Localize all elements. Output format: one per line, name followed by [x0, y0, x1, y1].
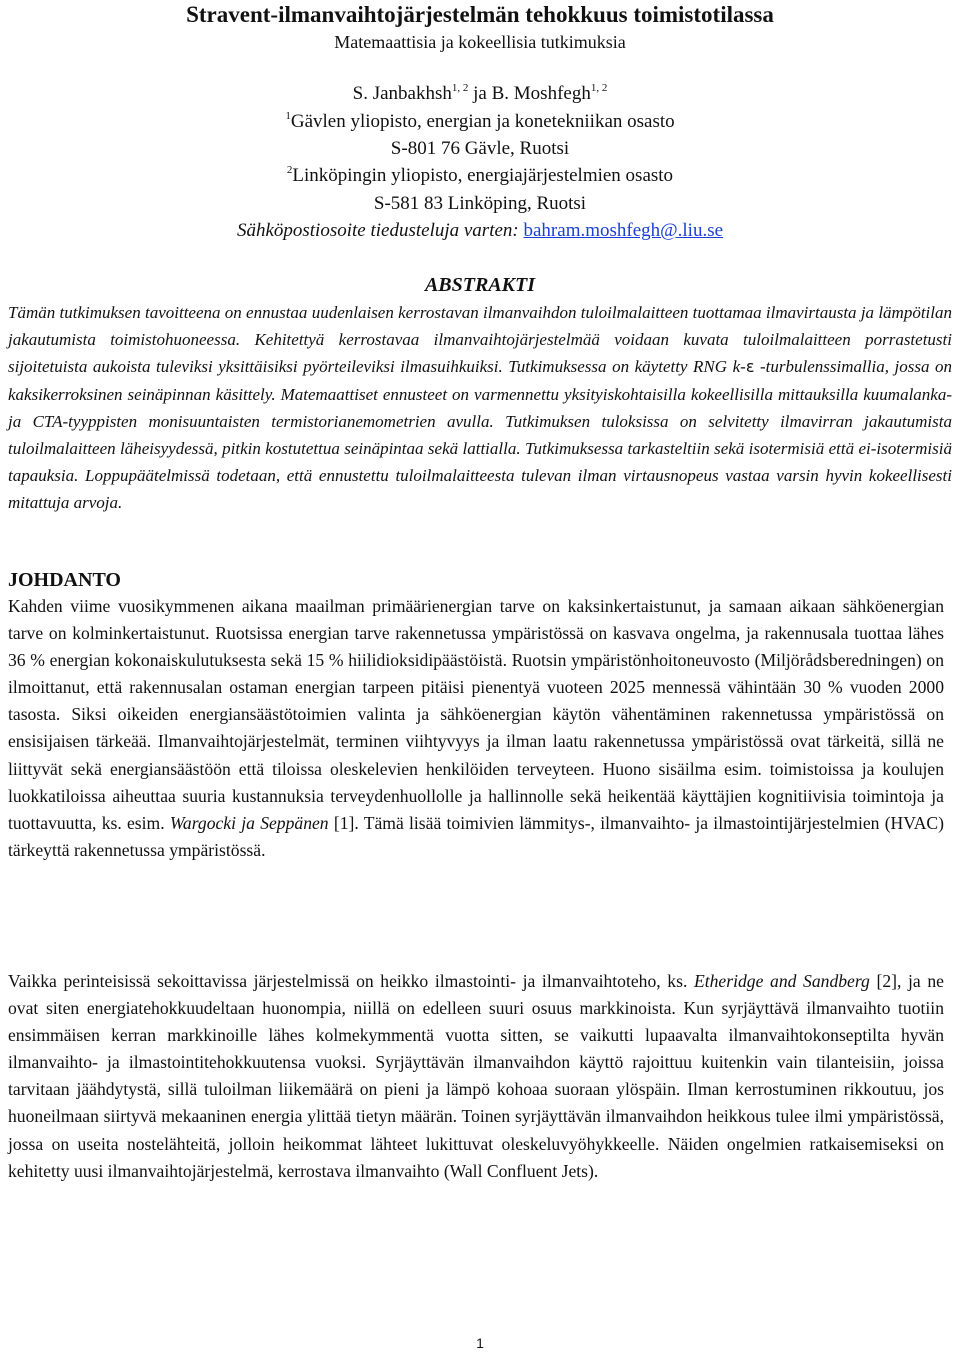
affiliation-1 — [0, 111, 960, 133]
epsilon-symbol: ε — [745, 357, 755, 377]
intro-paragraph-1 — [8, 593, 944, 864]
abstract-body — [8, 299, 952, 517]
paragraph-1-text-end: [1]. Tämä lisää toimivien lämmitys-, ilmanvaihto- ja ilmastointijärjestelmien (HVAC) tärkeyttä rakennetussa ympäristössä. — [8, 812, 944, 860]
abstract-heading: ABSTRAKTI — [424, 274, 536, 296]
author-2-affiliation-marks: 1, 2 — [590, 82, 608, 94]
paper-subtitle: Matemaattisia ja kokeellisia tutkimuksia — [334, 32, 626, 52]
page-number: 1 — [476, 1335, 484, 1351]
citation-etheridge: Etheridge and Sandberg — [694, 971, 870, 991]
author-1: S. Janbakhsh — [352, 83, 452, 104]
affiliation-2 — [0, 165, 960, 187]
section-heading-intro: JOHDANTO — [8, 569, 121, 591]
contact-line — [0, 220, 960, 242]
paragraph-2-text: Vaikka perinteisissä sekoittavissa järjestelmissä on heikko ilmastointi- ja ilmanvaihtoteho, ks. — [8, 971, 694, 991]
abstract-text-part-2: -turbulenssimallia, jossa on kaksikerroksinen seinäpinnan käsittely. Matemaattiset ennusteet on varmennettu yksityiskohtaisilla kokeellisilla mittauksilla kuumalanka- ja CTA-tyyppisten monisuuntaisten termistorianemometrien avulla. Tutkimuksen tuloksissa on selvitetty ilmavirran jakautumista tuloilmalaitteen läheisyydessä, pitkin kostutettua seinäpintaa sekä lattialla. Tutkimuksessa tarkasteltiin sekä isotermisiä että ei-isotermisiä tapauksia. Loppupäätelmissä todetaan, että ennustettu tuloilmalaitteesta tulevan ilman virtausnopeus vastaa varsin hyvin kokeellisesti mitattuja arvoja. — [8, 357, 953, 513]
author-connector: ja — [468, 83, 492, 104]
contact-label: Sähköpostiosoite tiedusteluja varten: — [236, 220, 524, 241]
paragraph-2-text-end: [2], ja ne ovat siten energiatehokkuudeltaan huonompia, niillä on edelleen suuri osuus markkinoista. Kun syrjäyttävä ilmanvaihto tuotiin ensimmäisen kerran markkinoille lähes kolmekymmentä vuotta sitten, se vaikutti lupaavalta ilmanvaihtokonseptilta hyvän ilmanvaihto- ja ilmastointitehokkuutensa vuoksi. Syrjäyttävän ilmanvaihdon käyttö rajoittuu kuitenkin vain tilanteisiin, joissa tarvitaan jäähdytystä, sillä tuloilman liikemäärä on pieni ja lämpö kohoaa suoraan ylöspäin. Ilman kerrostuminen rikkoutuu, jos huoneilmaan siirtyvä mekaaninen energia ylittää tietyn määrän. Toinen syrjäyttävän ilmanvaihdon heikkous tulee ilmi ympäristössä, jossa on useita nostelähteitä, jolloin heikommat lähteet lukittuvat oleskeluvyöhykkeelle. Näiden ongelmien ratkaisemiseksi on kehitetty uusi ilmanvaihtojärjestelmä, kerrostava ilmanvaihto (Wall Confluent Jets). — [8, 971, 944, 1181]
email-link[interactable]: bahram.moshfegh@.liu.se — [523, 220, 724, 241]
author-2: B. Moshfegh — [491, 83, 591, 104]
author-1-affiliation-marks: 1, 2 — [451, 82, 469, 94]
paper-title: Stravent-ilmanvaihtojärjestelmän tehokkuus toimistotilassa — [186, 2, 774, 27]
author-line — [0, 83, 960, 105]
intro-paragraph-2 — [8, 968, 944, 1185]
affiliation-2-address: S-581 83 Linköping, Ruotsi — [373, 193, 587, 214]
paragraph-1-text: Kahden viime vuosikymmenen aikana maailman primäärienergian tarve on kaksinkertaistunut, ja samaan aikaan sähköenergian tarve on kolminkertaistunut. Ruotsissa energian tarve rakennetussa ympäristössä on kasvava ongelma, ja rakennusala tuottaa lähes 36 % energian kokonaiskulutuksesta sekä 15 % hiilidioksidipäästöistä. Ruotsin ympäristönhoitoneuvosto (Miljörådsberedningen) on ilmoittanut, että rakennusalan ostaman energian tarpeen pitäisi pienentyä vuoteen 2025 mennessä vähintään 30 % vuoden 2000 tasosta. Siksi oikeiden energiansäästötoimien valinta ja sähköenergian käytön vähentäminen rakennetussa ympäristössä on ensisijaisen tärkeää. Ilmanvaihtojärjestelmät, terminen viihtyvyys ja ilman laatu rakennetussa ympäristössä ovat tärkeitä, sillä ne liittyvät sekä energiansäästöön että tiloissa oleskelevien henkilöiden terveyteen. Huono sisäilma esim. toimistoissa ja koulujen luokkatiloissa aiheuttaa suuria kustannuksia terveydenhuollolle ja hallinnolle sekä heikentää käyttäjien kognitiivisia toimintoja ja tuottavuutta, ks. esim. — [8, 596, 944, 833]
abstract-text-part-1: Tämän tutkimuksen tavoitteena on ennustaa uudenlaisen kerrostavan ilmanvaihdon tuloilmalaitteen tuottamaa ilmavirtausta ja lämpötilan jakautumista toimistohuoneessa. Kehitettyä kerrostavaa ilmanvaihtojärjestelmää voidaan kuvata tuloilmalaitteen porrastetusti sijoitetuista aukoista tuleviksi yksittäisiksi pyörteileviksi ilmasuihkuiksi. Tutkimuksessa on käytetty RNG k- — [8, 303, 952, 377]
affiliation-1-address: S-801 76 Gävle, Ruotsi — [390, 138, 570, 159]
affiliation-1-name: Gävlen yliopisto, energian ja konetekniikan osasto — [290, 111, 675, 132]
citation-wargocki: Wargocki ja Seppänen — [169, 812, 329, 833]
affiliation-2-name: Linköpingin yliopisto, energiajärjestelmien osasto — [292, 165, 674, 186]
affiliation-1-number: 1 — [285, 110, 291, 122]
affiliation-2-number: 2 — [286, 164, 293, 176]
